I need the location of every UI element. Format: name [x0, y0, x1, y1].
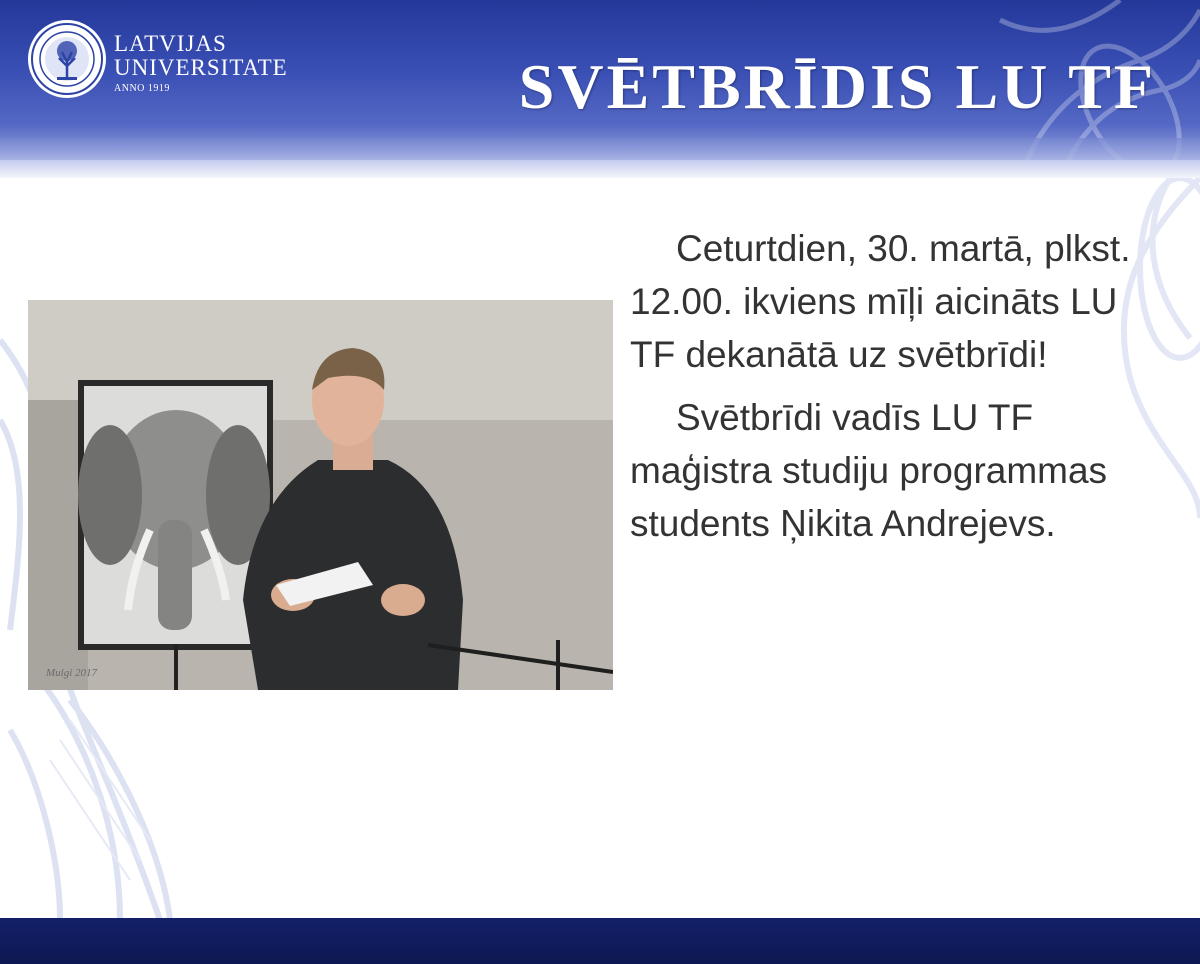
university-seal-icon [26, 18, 108, 100]
event-photo [28, 300, 613, 690]
logo-line-universitate: UNIVERSITATE [114, 55, 288, 80]
footer-bar [0, 918, 1200, 964]
header-band [0, 138, 1200, 160]
logo-line-latvijas: LATVIJAS [114, 31, 227, 56]
logo-line-anno: ANNO 1919 [114, 83, 170, 94]
announcement-paragraph-2: Svētbrīdi vadīs LU TF maģistra studiju programmas students Ņikita Andrejevs. [630, 397, 1108, 544]
page-title: SVĒTBRĪDIS LU TF [518, 51, 1156, 122]
header-fade [0, 160, 1200, 178]
announcement-paragraph-1: Ceturtdien, 30. martā, plkst. 12.00. ikviens mīļi aicināts LU TF dekanātā uz svētbrīdi! [630, 228, 1131, 375]
university-logo [114, 32, 288, 94]
announcement-text [630, 222, 1150, 560]
header-banner [0, 0, 1200, 178]
photo-watermark: Mulgi 2017 [46, 667, 98, 679]
